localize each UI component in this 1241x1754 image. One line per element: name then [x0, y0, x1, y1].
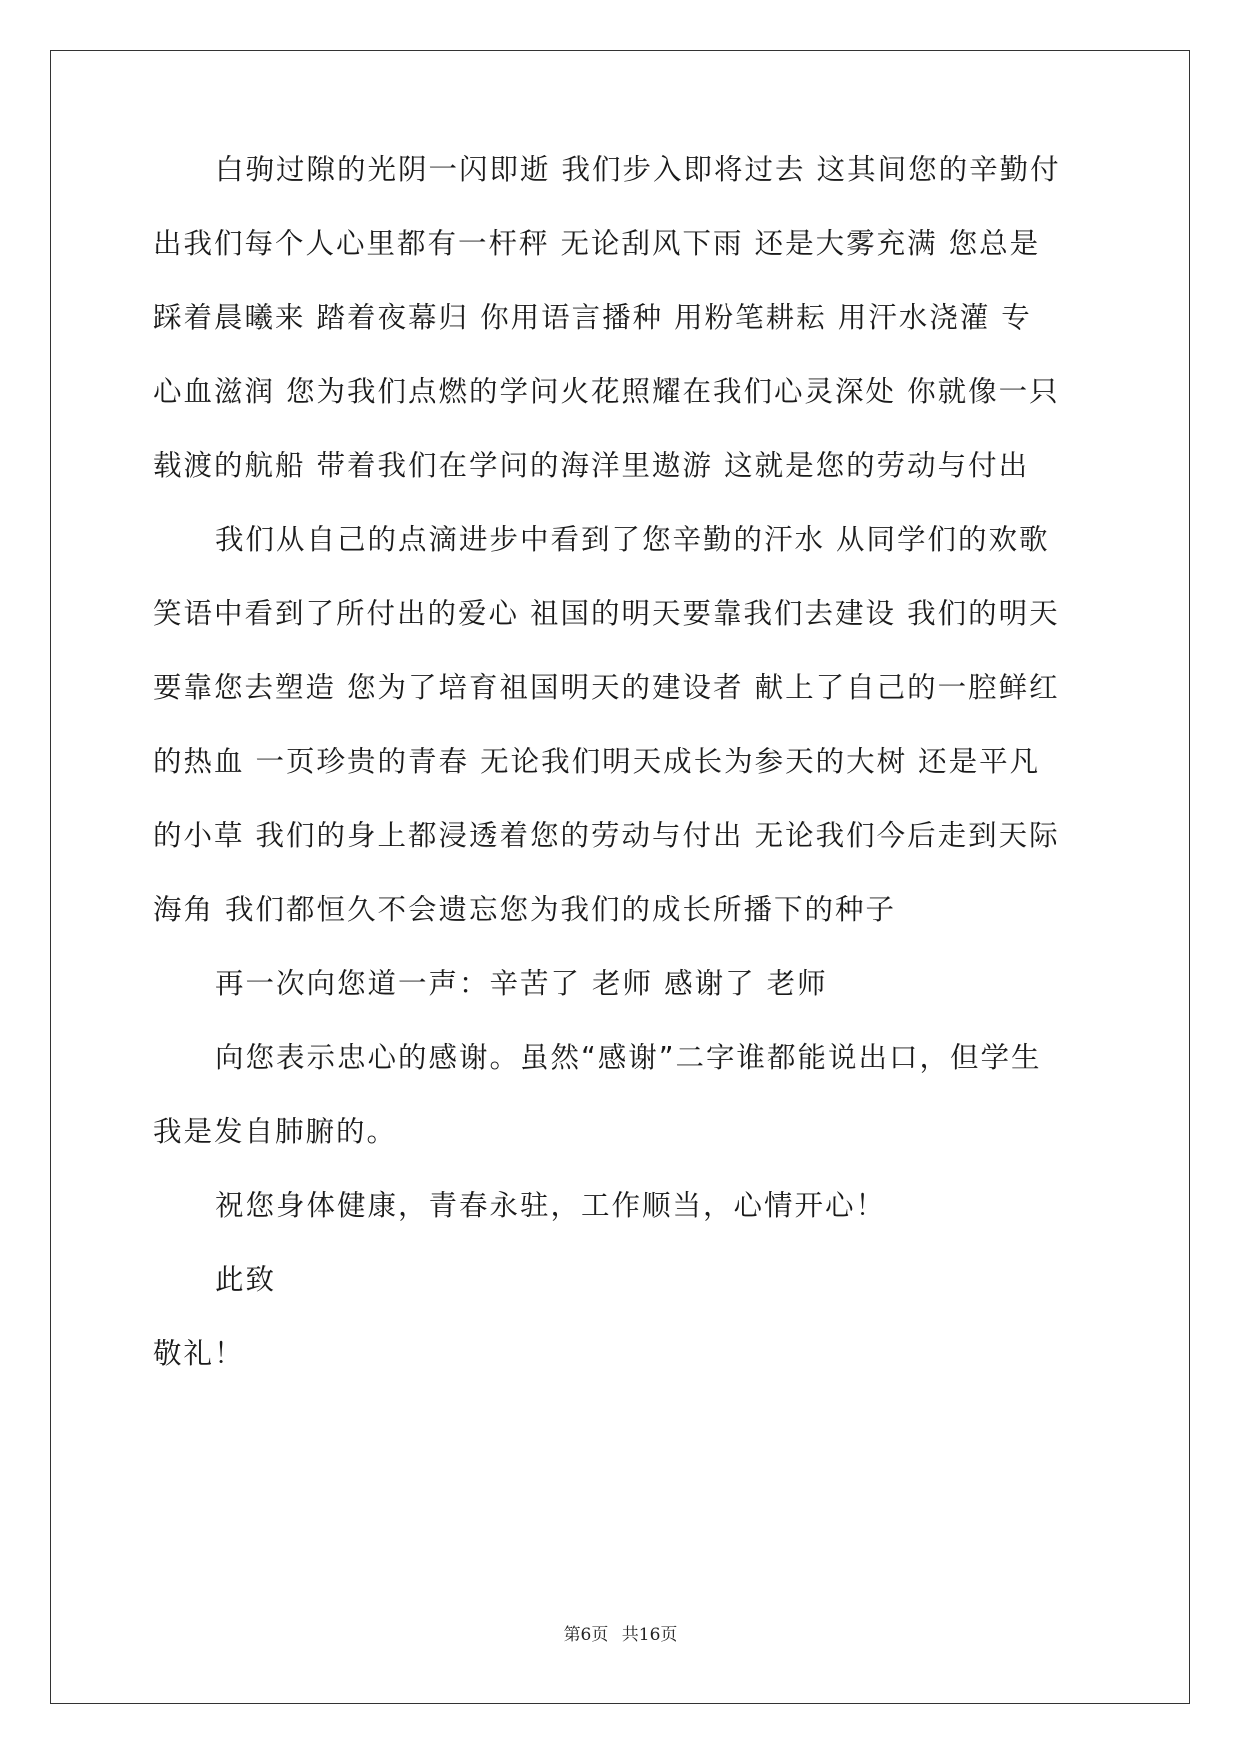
page-number: 第6页 [563, 1625, 609, 1645]
closing-regards: 敬礼！ [153, 1337, 245, 1370]
paragraph-4-line-1: 向您表示忠心的感谢。虽然“感谢”二字谁都能说出口，但学生 [215, 1041, 1042, 1074]
paragraph-2-line-3: 要靠您去塑造 您为了培育祖国明天的建设者 献上了自己的一腔鲜红 [153, 671, 1060, 704]
page-total: 共16页 [621, 1625, 678, 1645]
paragraph-1-line-5: 载渡的航船 带着我们在学问的海洋里遨游 这就是您的劳动与付出 [153, 449, 1030, 482]
paragraph-5-line-1: 祝您身体健康，青春永驻，工作顺当，心情开心！ [215, 1189, 887, 1222]
page-footer [0, 1620, 1241, 1645]
paragraph-2-line-2: 笑语中看到了所付出的爱心 祖国的明天要靠我们去建设 我们的明天 [153, 597, 1060, 630]
closing-salutation: 此致 [215, 1263, 277, 1296]
paragraph-2-line-1: 我们从自己的点滴进步中看到了您辛勤的汗水 从同学们的欢歌 [215, 523, 1050, 556]
paragraph-2-line-6: 海角 我们都恒久不会遗忘您为我们的成长所播下的种子 [153, 893, 897, 926]
paragraph-1-line-4: 心血滋润 您为我们点燃的学问火花照耀在我们心灵深处 你就像一只 [153, 375, 1060, 408]
paragraph-3-line-1: 再一次向您道一声：辛苦了 老师 感谢了 老师 [215, 967, 828, 1000]
paragraph-2-line-5: 的小草 我们的身上都浸透着您的劳动与付出 无论我们今后走到天际 [153, 819, 1060, 852]
paragraph-1-line-1: 白驹过隙的光阴一闪即逝 我们步入即将过去 这其间您的辛勤付 [215, 153, 1061, 186]
paragraph-4-line-2: 我是发自肺腑的。 [153, 1115, 398, 1148]
paragraph-1-line-2: 出我们每个人心里都有一杆秤 无论刮风下雨 还是大雾充满 您总是 [153, 227, 1041, 260]
paragraph-1-line-3: 踩着晨曦来 踏着夜幕归 你用语言播种 用粉笔耕耘 用汗水浇灌 专 [153, 301, 1032, 334]
paragraph-2-line-4: 的热血 一页珍贵的青春 无论我们明天成长为参天的大树 还是平凡 [153, 745, 1041, 778]
